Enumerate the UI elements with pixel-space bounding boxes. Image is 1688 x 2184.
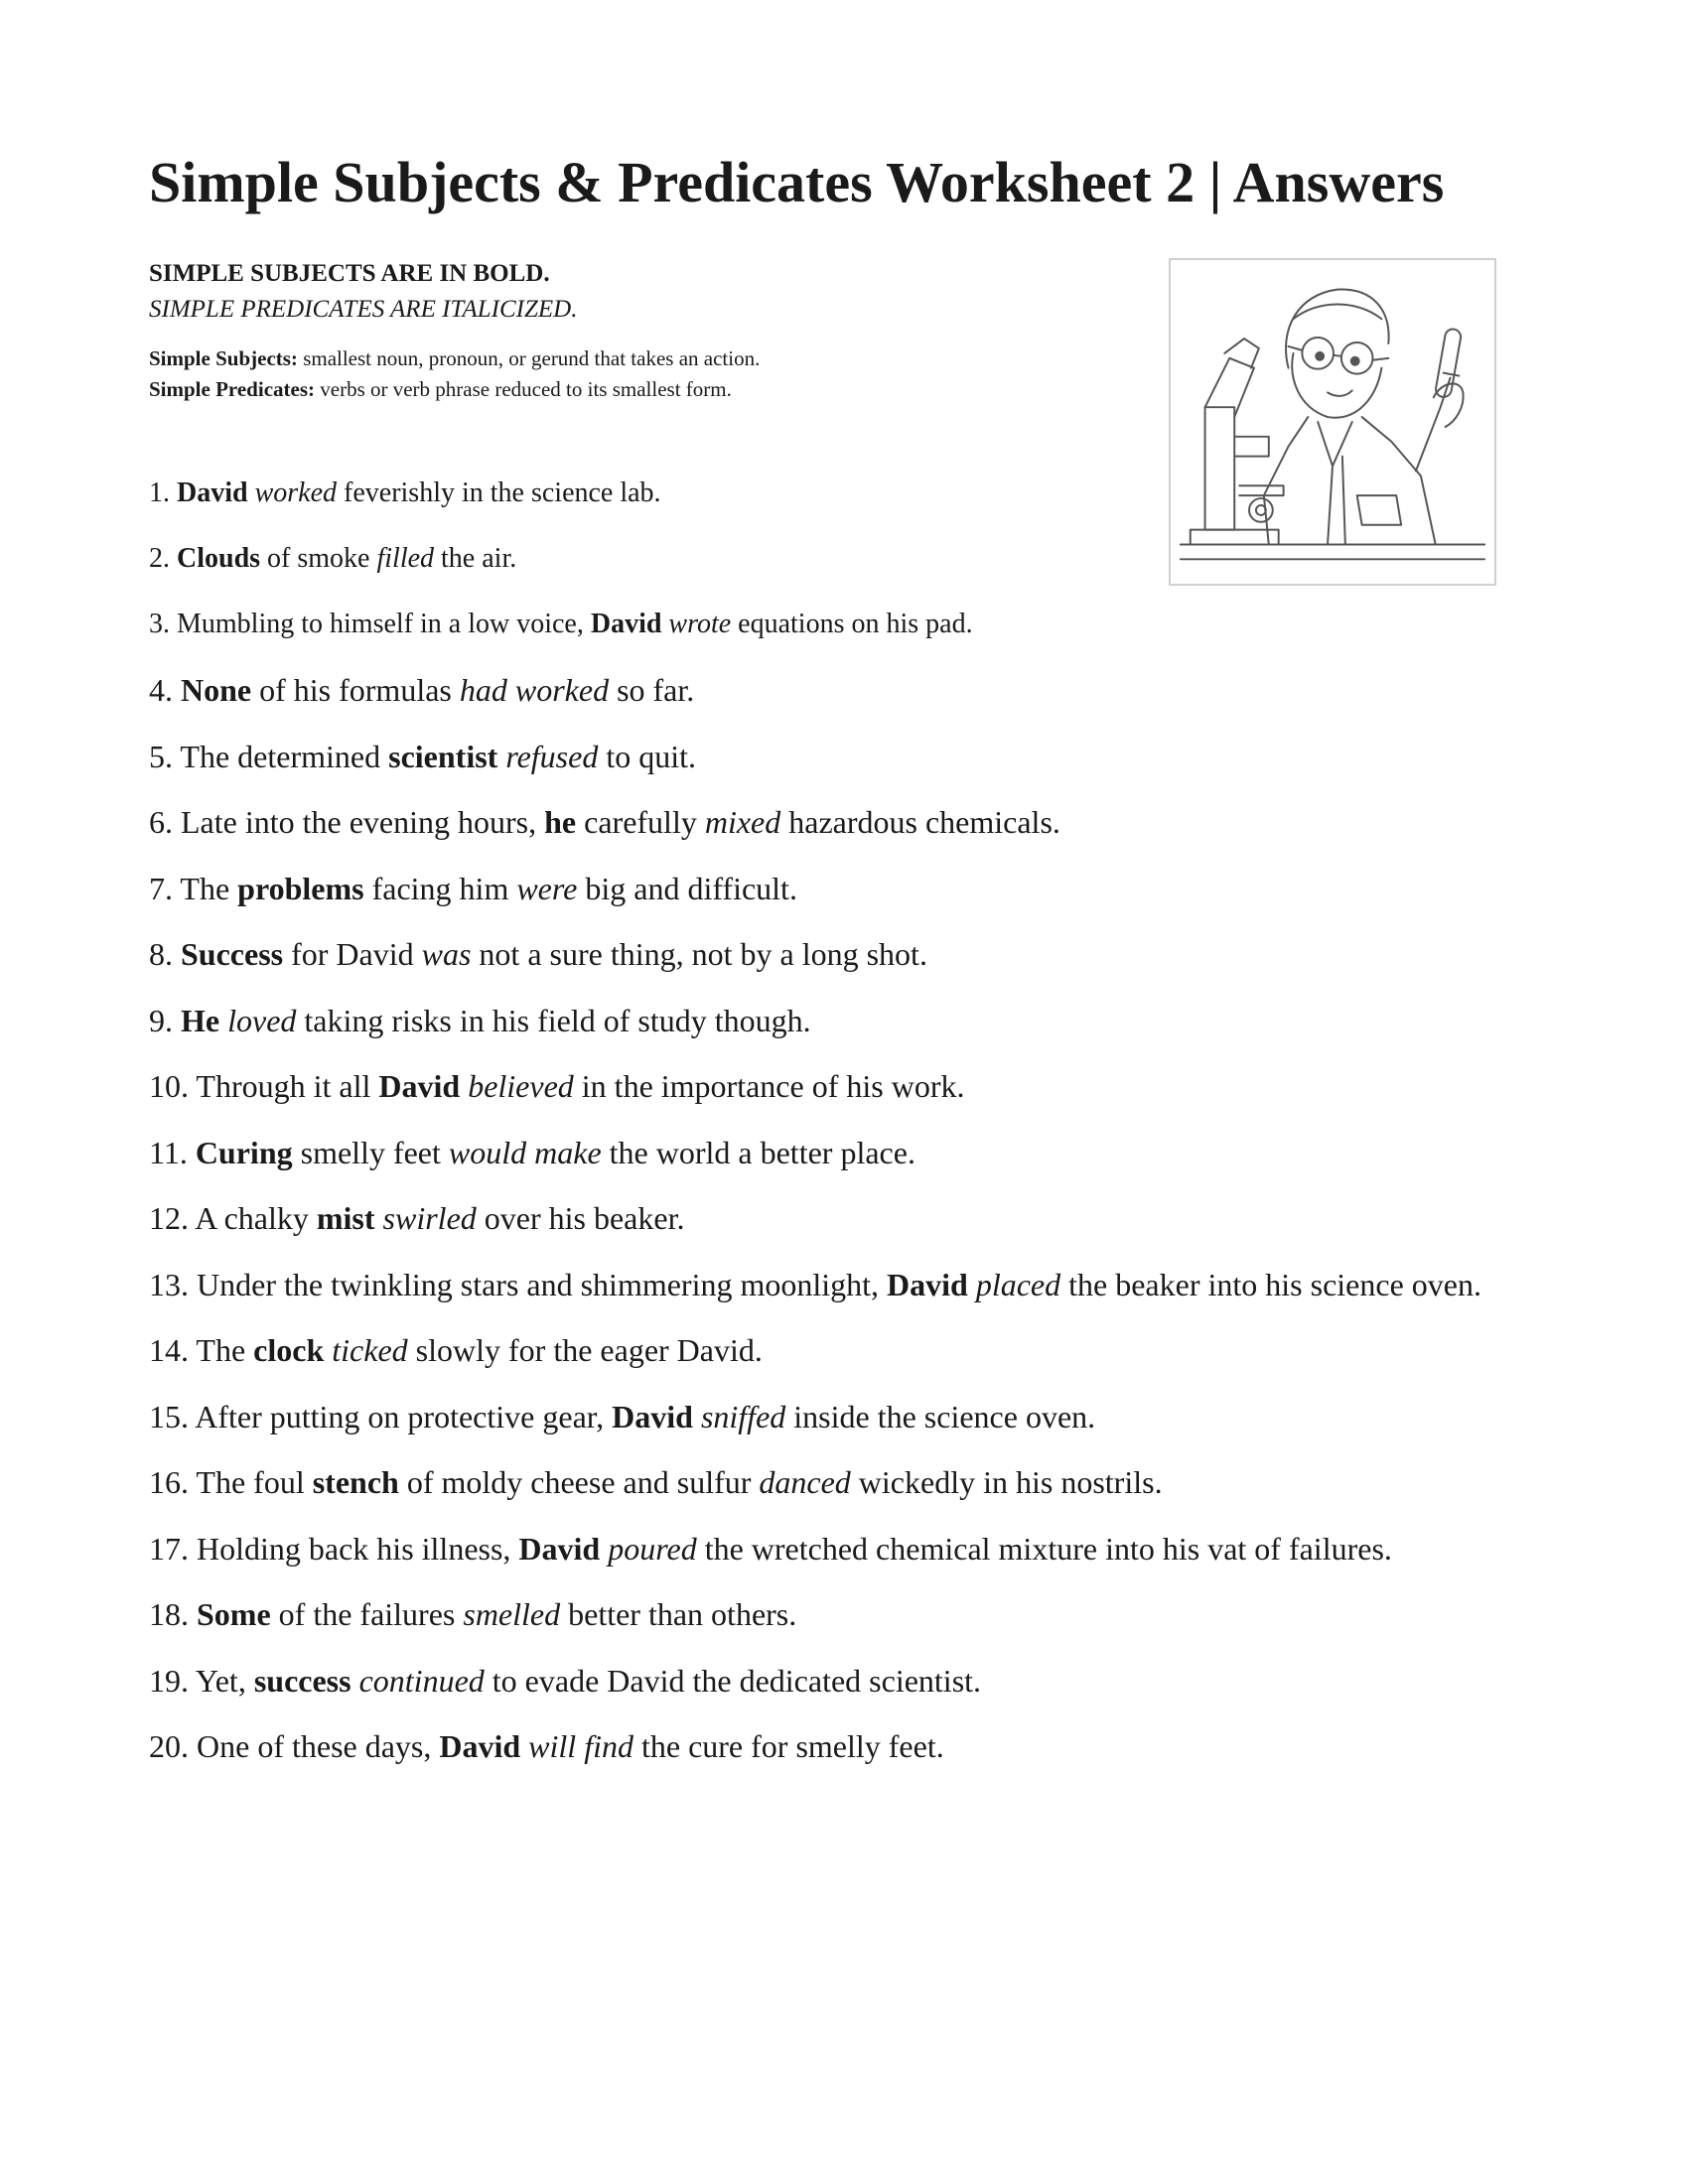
italic-note: SIMPLE PREDICATES ARE ITALICIZED. bbox=[149, 296, 578, 323]
list-item-2: 2. Clouds of smoke filled the air. bbox=[149, 543, 517, 574]
list-item-9: 9. He loved taking risks in his field of study though. bbox=[149, 1002, 811, 1038]
list-item-20: 20. One of these days, David will find the cure for smelly feet. bbox=[149, 1728, 944, 1764]
page-title: Simple Subjects & Predicates Worksheet 2 | Answers bbox=[149, 150, 1445, 214]
list-item-3: 3. Mumbling to himself in a low voice, David wrote equations on his pad. bbox=[149, 609, 973, 639]
list-item-5: 5. The determined scientist refused to quit. bbox=[149, 738, 696, 774]
list-item-17: 17. Holding back his illness, David poured the wretched chemical mixture into his vat of failures. bbox=[149, 1530, 1392, 1567]
list-item-6: 6. Late into the evening hours, he carefully mixed hazardous chemicals. bbox=[149, 804, 1060, 840]
list-item-14: 14. The clock ticked slowly for the eager David. bbox=[149, 1332, 763, 1368]
list-item-4: 4. None of his formulas had worked so far. bbox=[149, 672, 695, 708]
bold-note: SIMPLE SUBJECTS ARE IN BOLD. bbox=[149, 260, 550, 287]
list-item-16: 16. The foul stench of moldy cheese and sulfur danced wickedly in his nostrils. bbox=[149, 1464, 1163, 1500]
predicates-label: Simple Predicates: bbox=[149, 377, 315, 401]
list-item-7: 7. The problems facing him were big and difficult. bbox=[149, 870, 797, 906]
list-item-1: 1. David worked feverishly in the science lab. bbox=[149, 478, 661, 508]
list-item-8: 8. Success for David was not a sure thing, not by a long shot. bbox=[149, 936, 927, 972]
list-item-11: 11. Curing smelly feet would make the world a better place. bbox=[149, 1134, 915, 1170]
predicates-text: verbs or verb phrase reduced to its smallest form. bbox=[315, 377, 732, 401]
list-item-15: 15. After putting on protective gear, David sniffed inside the science oven. bbox=[149, 1398, 1096, 1434]
list-item-19: 19. Yet, success continued to evade David the dedicated scientist. bbox=[149, 1662, 982, 1699]
predicates-definition bbox=[149, 377, 732, 402]
subjects-definition bbox=[149, 346, 760, 371]
list-item-10: 10. Through it all David believed in the importance of his work. bbox=[149, 1068, 965, 1104]
list-item-13: 13. Under the twinkling stars and shimmering moonlight, David placed the beaker into his science oven. bbox=[149, 1266, 1481, 1302]
answer-list bbox=[149, 461, 1549, 1780]
list-item-18: 18. Some of the failures smelled better than others. bbox=[149, 1596, 797, 1632]
list-item-12: 12. A chalky mist swirled over his beaker. bbox=[149, 1200, 685, 1236]
subjects-text: smallest noun, pronoun, or gerund that takes an action. bbox=[297, 346, 761, 370]
subjects-label: Simple Subjects: bbox=[149, 346, 298, 370]
